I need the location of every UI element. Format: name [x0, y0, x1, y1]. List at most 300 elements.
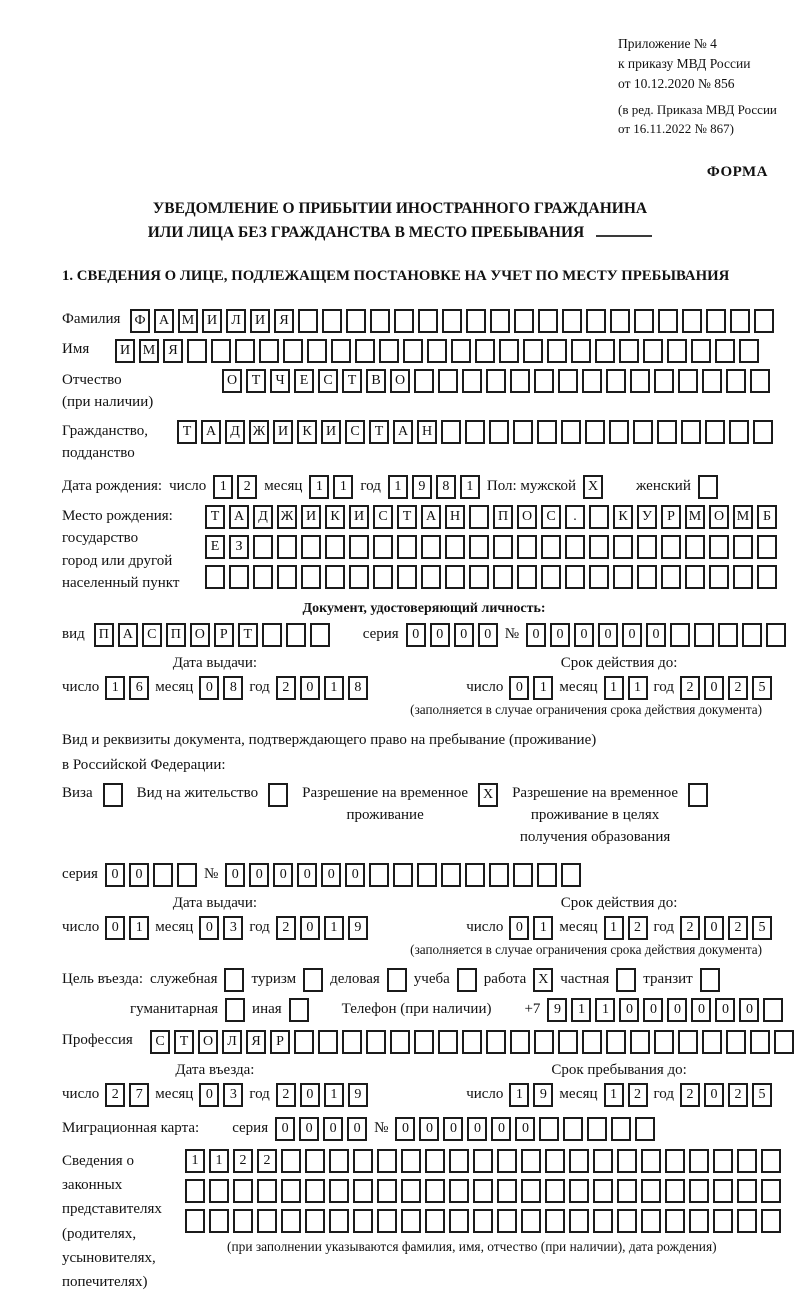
form-cell[interactable] [713, 1209, 733, 1233]
purpose-official-checkbox[interactable] [224, 968, 244, 992]
form-cell[interactable] [414, 1030, 434, 1054]
form-cell[interactable] [689, 1209, 709, 1233]
doc-issue-year[interactable] [276, 676, 368, 700]
form-cell[interactable]: 1 [604, 676, 624, 700]
form-cell[interactable]: 2 [276, 676, 296, 700]
form-cell[interactable]: 1 [595, 998, 615, 1022]
form-cell[interactable] [537, 420, 557, 444]
form-cell[interactable] [561, 863, 581, 887]
form-cell[interactable] [739, 339, 759, 363]
form-cell[interactable] [715, 339, 735, 363]
form-cell[interactable]: 0 [491, 1117, 511, 1141]
form-cell[interactable]: У [637, 505, 657, 529]
form-cell[interactable] [283, 339, 303, 363]
form-cell[interactable]: 1 [628, 676, 648, 700]
form-cell[interactable]: Р [661, 505, 681, 529]
form-cell[interactable] [563, 1117, 583, 1141]
form-cell[interactable]: 0 [646, 623, 666, 647]
form-cell[interactable]: 1 [388, 475, 408, 499]
form-cell[interactable] [750, 1030, 770, 1054]
form-cell[interactable] [325, 565, 345, 589]
residence-permit-checkbox[interactable] [268, 783, 288, 807]
form-cell[interactable] [617, 1149, 637, 1173]
form-cell[interactable]: 1 [129, 916, 149, 940]
form-cell[interactable] [224, 968, 244, 992]
form-cell[interactable]: 0 [667, 998, 687, 1022]
form-cell[interactable] [268, 783, 288, 807]
form-cell[interactable] [670, 623, 690, 647]
form-cell[interactable] [558, 1030, 578, 1054]
form-cell[interactable]: А [229, 505, 249, 529]
form-cell[interactable] [438, 1030, 458, 1054]
form-cell[interactable] [449, 1149, 469, 1173]
form-cell[interactable] [561, 420, 581, 444]
form-cell[interactable] [665, 1209, 685, 1233]
form-cell[interactable] [259, 339, 279, 363]
residence-expiry-day[interactable] [509, 916, 553, 940]
form-cell[interactable] [473, 1149, 493, 1173]
form-cell[interactable] [637, 565, 657, 589]
form-cell[interactable] [353, 1179, 373, 1203]
form-cell[interactable] [209, 1209, 229, 1233]
form-cell[interactable] [685, 535, 705, 559]
form-cell[interactable] [497, 1179, 517, 1203]
form-cell[interactable] [349, 565, 369, 589]
form-cell[interactable]: 0 [300, 916, 320, 940]
form-cell[interactable]: П [166, 623, 186, 647]
form-cell[interactable] [538, 309, 558, 333]
residence-issue-month[interactable] [199, 916, 243, 940]
form-cell[interactable]: С [150, 1030, 170, 1054]
form-cell[interactable] [377, 1149, 397, 1173]
form-cell[interactable]: И [250, 309, 270, 333]
residence-issue-day[interactable] [105, 916, 149, 940]
form-cell[interactable]: 2 [105, 1083, 125, 1107]
form-cell[interactable]: Ч [270, 369, 290, 393]
form-cell[interactable] [370, 309, 390, 333]
form-cell[interactable] [654, 369, 674, 393]
form-cell[interactable] [441, 863, 461, 887]
form-cell[interactable] [562, 309, 582, 333]
form-cell[interactable] [641, 1179, 661, 1203]
form-cell[interactable] [633, 420, 653, 444]
form-cell[interactable] [705, 420, 725, 444]
form-cell[interactable]: О [190, 623, 210, 647]
form-cell[interactable] [521, 1149, 541, 1173]
form-cell[interactable] [706, 309, 726, 333]
form-cell[interactable] [726, 1030, 746, 1054]
form-cell[interactable]: 2 [237, 475, 257, 499]
form-cell[interactable] [286, 623, 306, 647]
form-cell[interactable]: 0 [105, 863, 125, 887]
form-cell[interactable] [665, 1149, 685, 1173]
doc-issue-month[interactable] [199, 676, 243, 700]
form-cell[interactable]: Т [397, 505, 417, 529]
birth-day-cells[interactable] [213, 475, 257, 499]
form-cell[interactable]: 0 [478, 623, 498, 647]
form-cell[interactable]: 9 [348, 1083, 368, 1107]
form-cell[interactable] [187, 339, 207, 363]
form-cell[interactable]: 0 [419, 1117, 439, 1141]
form-cell[interactable] [718, 623, 738, 647]
form-cell[interactable]: 0 [509, 676, 529, 700]
form-cell[interactable] [305, 1149, 325, 1173]
representatives-row3-cells[interactable] [185, 1209, 781, 1233]
entry-year[interactable] [276, 1083, 368, 1107]
form-cell[interactable]: М [139, 339, 159, 363]
form-cell[interactable]: М [178, 309, 198, 333]
purpose-humanitarian-checkbox[interactable] [225, 998, 245, 1022]
form-cell[interactable] [691, 339, 711, 363]
patronymic-cells[interactable] [222, 369, 770, 393]
form-cell[interactable]: В [366, 369, 386, 393]
form-cell[interactable] [462, 369, 482, 393]
form-cell[interactable]: А [201, 420, 221, 444]
form-cell[interactable] [329, 1179, 349, 1203]
stay-month[interactable] [604, 1083, 648, 1107]
form-cell[interactable]: 5 [752, 1083, 772, 1107]
form-cell[interactable]: А [118, 623, 138, 647]
form-cell[interactable] [438, 369, 458, 393]
birthplace-row1-cells[interactable] [205, 505, 777, 529]
form-cell[interactable] [713, 1179, 733, 1203]
form-cell[interactable]: А [421, 505, 441, 529]
form-cell[interactable]: 0 [704, 676, 724, 700]
form-cell[interactable] [486, 369, 506, 393]
form-cell[interactable] [281, 1209, 301, 1233]
form-cell[interactable] [737, 1149, 757, 1173]
form-cell[interactable] [726, 369, 746, 393]
form-cell[interactable] [449, 1209, 469, 1233]
form-cell[interactable]: 9 [348, 916, 368, 940]
form-cell[interactable] [493, 565, 513, 589]
form-cell[interactable] [593, 1209, 613, 1233]
form-cell[interactable] [589, 565, 609, 589]
form-cell[interactable] [349, 535, 369, 559]
form-cell[interactable]: Я [246, 1030, 266, 1054]
form-cell[interactable] [390, 1030, 410, 1054]
form-cell[interactable] [301, 565, 321, 589]
purpose-work-checkbox[interactable] [533, 968, 553, 992]
form-cell[interactable] [737, 1179, 757, 1203]
form-cell[interactable]: 0 [249, 863, 269, 887]
form-cell[interactable] [257, 1209, 277, 1233]
form-cell[interactable]: 0 [273, 863, 293, 887]
form-cell[interactable]: 2 [680, 916, 700, 940]
form-cell[interactable] [667, 339, 687, 363]
form-cell[interactable] [445, 535, 465, 559]
form-cell[interactable]: Ф [130, 309, 150, 333]
form-cell[interactable] [257, 1179, 277, 1203]
form-cell[interactable] [586, 309, 606, 333]
form-cell[interactable] [539, 1117, 559, 1141]
form-cell[interactable]: Т [205, 505, 225, 529]
form-cell[interactable] [305, 1209, 325, 1233]
form-cell[interactable] [766, 623, 786, 647]
form-cell[interactable]: X [533, 968, 553, 992]
form-cell[interactable] [427, 339, 447, 363]
form-cell[interactable]: 0 [454, 623, 474, 647]
form-cell[interactable]: 1 [509, 1083, 529, 1107]
form-cell[interactable]: 0 [300, 676, 320, 700]
form-cell[interactable]: 8 [348, 676, 368, 700]
form-cell[interactable] [641, 1149, 661, 1173]
purpose-business-checkbox[interactable] [387, 968, 407, 992]
form-cell[interactable] [517, 535, 537, 559]
form-cell[interactable]: 0 [199, 676, 219, 700]
form-cell[interactable] [414, 369, 434, 393]
form-cell[interactable] [329, 1209, 349, 1233]
form-cell[interactable] [700, 968, 720, 992]
form-cell[interactable]: Я [163, 339, 183, 363]
form-cell[interactable] [497, 1209, 517, 1233]
form-cell[interactable] [473, 1179, 493, 1203]
form-cell[interactable]: 0 [443, 1117, 463, 1141]
form-cell[interactable] [466, 309, 486, 333]
form-cell[interactable]: 0 [406, 623, 426, 647]
form-cell[interactable]: 1 [324, 916, 344, 940]
form-cell[interactable]: И [273, 420, 293, 444]
form-cell[interactable] [353, 1149, 373, 1173]
form-cell[interactable] [617, 1209, 637, 1233]
form-cell[interactable] [643, 339, 663, 363]
form-cell[interactable] [688, 783, 708, 807]
form-cell[interactable] [253, 565, 273, 589]
form-cell[interactable] [475, 339, 495, 363]
form-cell[interactable] [329, 1149, 349, 1173]
form-cell[interactable]: О [709, 505, 729, 529]
form-cell[interactable] [630, 1030, 650, 1054]
temp-residence-education-checkbox[interactable] [688, 783, 708, 807]
form-cell[interactable] [582, 369, 602, 393]
form-cell[interactable]: 0 [345, 863, 365, 887]
form-cell[interactable] [694, 623, 714, 647]
form-cell[interactable]: М [733, 505, 753, 529]
form-cell[interactable]: 0 [297, 863, 317, 887]
form-cell[interactable] [469, 565, 489, 589]
form-cell[interactable] [534, 1030, 554, 1054]
form-cell[interactable]: Б [757, 505, 777, 529]
form-cell[interactable] [442, 309, 462, 333]
form-cell[interactable]: Л [226, 309, 246, 333]
form-cell[interactable] [465, 863, 485, 887]
form-cell[interactable]: 1 [533, 916, 553, 940]
form-cell[interactable] [373, 565, 393, 589]
form-cell[interactable]: 0 [619, 998, 639, 1022]
form-cell[interactable] [421, 565, 441, 589]
form-cell[interactable] [742, 623, 762, 647]
form-cell[interactable] [757, 535, 777, 559]
surname-cells[interactable] [130, 309, 774, 333]
entry-day[interactable] [105, 1083, 149, 1107]
form-cell[interactable]: О [517, 505, 537, 529]
form-cell[interactable] [565, 535, 585, 559]
form-cell[interactable] [658, 309, 678, 333]
form-cell[interactable] [617, 1179, 637, 1203]
form-cell[interactable] [403, 339, 423, 363]
form-cell[interactable] [513, 420, 533, 444]
form-cell[interactable] [761, 1149, 781, 1173]
form-cell[interactable] [499, 339, 519, 363]
sex-female-checkbox[interactable] [698, 475, 718, 499]
form-cell[interactable]: 0 [574, 623, 594, 647]
form-cell[interactable]: 0 [598, 623, 618, 647]
form-cell[interactable]: К [297, 420, 317, 444]
form-cell[interactable] [545, 1209, 565, 1233]
form-cell[interactable] [737, 1209, 757, 1233]
form-cell[interactable]: Т [246, 369, 266, 393]
form-cell[interactable]: 0 [275, 1117, 295, 1141]
form-cell[interactable] [774, 1030, 794, 1054]
form-cell[interactable]: М [685, 505, 705, 529]
doc-number-cells[interactable] [526, 623, 786, 647]
form-cell[interactable] [753, 420, 773, 444]
form-cell[interactable] [611, 1117, 631, 1141]
form-cell[interactable] [757, 565, 777, 589]
form-cell[interactable]: 0 [347, 1117, 367, 1141]
form-cell[interactable] [517, 565, 537, 589]
doc-type-cells[interactable] [94, 623, 330, 647]
form-cell[interactable]: 9 [547, 998, 567, 1022]
form-cell[interactable] [541, 535, 561, 559]
form-cell[interactable] [417, 863, 437, 887]
migration-series-cells[interactable] [275, 1117, 367, 1141]
form-cell[interactable] [103, 783, 123, 807]
form-cell[interactable] [379, 339, 399, 363]
form-cell[interactable]: П [493, 505, 513, 529]
form-cell[interactable]: А [154, 309, 174, 333]
form-cell[interactable]: 2 [276, 1083, 296, 1107]
form-cell[interactable] [307, 339, 327, 363]
form-cell[interactable]: 0 [622, 623, 642, 647]
form-cell[interactable] [537, 863, 557, 887]
form-cell[interactable] [702, 369, 722, 393]
form-cell[interactable] [689, 1179, 709, 1203]
form-cell[interactable] [425, 1209, 445, 1233]
form-cell[interactable] [355, 339, 375, 363]
form-cell[interactable]: 0 [300, 1083, 320, 1107]
phone-cells[interactable] [547, 998, 783, 1022]
form-cell[interactable] [521, 1209, 541, 1233]
form-cell[interactable] [445, 565, 465, 589]
profession-cells[interactable] [150, 1030, 794, 1054]
form-cell[interactable] [393, 863, 413, 887]
form-cell[interactable] [177, 863, 197, 887]
form-cell[interactable] [397, 565, 417, 589]
form-cell[interactable] [401, 1209, 421, 1233]
doc-issue-day[interactable] [105, 676, 149, 700]
form-cell[interactable]: 1 [105, 676, 125, 700]
form-cell[interactable] [489, 863, 509, 887]
form-cell[interactable]: К [325, 505, 345, 529]
form-cell[interactable] [541, 565, 561, 589]
form-cell[interactable] [233, 1179, 253, 1203]
temp-residence-checkbox[interactable] [478, 783, 498, 807]
form-cell[interactable]: Я [274, 309, 294, 333]
form-cell[interactable] [301, 535, 321, 559]
form-cell[interactable]: Д [253, 505, 273, 529]
form-cell[interactable] [547, 339, 567, 363]
form-cell[interactable] [595, 339, 615, 363]
form-cell[interactable] [637, 535, 657, 559]
form-cell[interactable] [682, 309, 702, 333]
form-cell[interactable] [185, 1179, 205, 1203]
form-cell[interactable] [730, 309, 750, 333]
form-cell[interactable] [709, 535, 729, 559]
form-cell[interactable] [569, 1179, 589, 1203]
representatives-row1-cells[interactable] [185, 1149, 781, 1173]
form-cell[interactable] [262, 623, 282, 647]
form-cell[interactable] [521, 1179, 541, 1203]
form-cell[interactable]: 0 [395, 1117, 415, 1141]
form-cell[interactable] [205, 565, 225, 589]
form-cell[interactable]: Е [205, 535, 225, 559]
form-cell[interactable] [310, 623, 330, 647]
form-cell[interactable] [616, 968, 636, 992]
form-cell[interactable]: 6 [129, 676, 149, 700]
form-cell[interactable] [401, 1179, 421, 1203]
form-cell[interactable]: 0 [321, 863, 341, 887]
form-cell[interactable]: С [373, 505, 393, 529]
form-cell[interactable]: 0 [704, 916, 724, 940]
form-cell[interactable] [729, 420, 749, 444]
birth-month-cells[interactable] [309, 475, 353, 499]
form-cell[interactable]: Ж [249, 420, 269, 444]
form-cell[interactable]: 0 [526, 623, 546, 647]
entry-month[interactable] [199, 1083, 243, 1107]
form-cell[interactable] [469, 535, 489, 559]
form-cell[interactable] [397, 535, 417, 559]
stay-day[interactable] [509, 1083, 553, 1107]
form-cell[interactable]: Т [238, 623, 258, 647]
form-cell[interactable] [733, 535, 753, 559]
form-cell[interactable] [373, 535, 393, 559]
form-cell[interactable]: 0 [199, 1083, 219, 1107]
stay-year[interactable] [680, 1083, 772, 1107]
form-cell[interactable] [606, 1030, 626, 1054]
form-cell[interactable] [281, 1149, 301, 1173]
form-cell[interactable]: 2 [680, 676, 700, 700]
form-cell[interactable] [654, 1030, 674, 1054]
form-cell[interactable] [702, 1030, 722, 1054]
form-cell[interactable]: 0 [643, 998, 663, 1022]
form-cell[interactable]: 2 [728, 1083, 748, 1107]
form-cell[interactable] [353, 1209, 373, 1233]
form-cell[interactable] [613, 565, 633, 589]
form-cell[interactable]: 0 [715, 998, 735, 1022]
form-cell[interactable]: 2 [276, 916, 296, 940]
form-cell[interactable]: И [321, 420, 341, 444]
form-cell[interactable] [235, 339, 255, 363]
form-cell[interactable]: Т [174, 1030, 194, 1054]
form-cell[interactable]: 1 [571, 998, 591, 1022]
citizenship-cells[interactable] [177, 420, 773, 444]
form-cell[interactable] [534, 369, 554, 393]
form-cell[interactable] [681, 420, 701, 444]
form-cell[interactable]: 9 [412, 475, 432, 499]
form-cell[interactable] [545, 1149, 565, 1173]
form-cell[interactable] [418, 309, 438, 333]
form-cell[interactable] [298, 309, 318, 333]
form-cell[interactable] [185, 1209, 205, 1233]
form-cell[interactable]: Н [417, 420, 437, 444]
form-cell[interactable]: Т [342, 369, 362, 393]
form-cell[interactable] [225, 998, 245, 1022]
form-cell[interactable] [565, 565, 585, 589]
form-cell[interactable] [497, 1149, 517, 1173]
form-cell[interactable] [377, 1179, 397, 1203]
form-cell[interactable] [277, 565, 297, 589]
